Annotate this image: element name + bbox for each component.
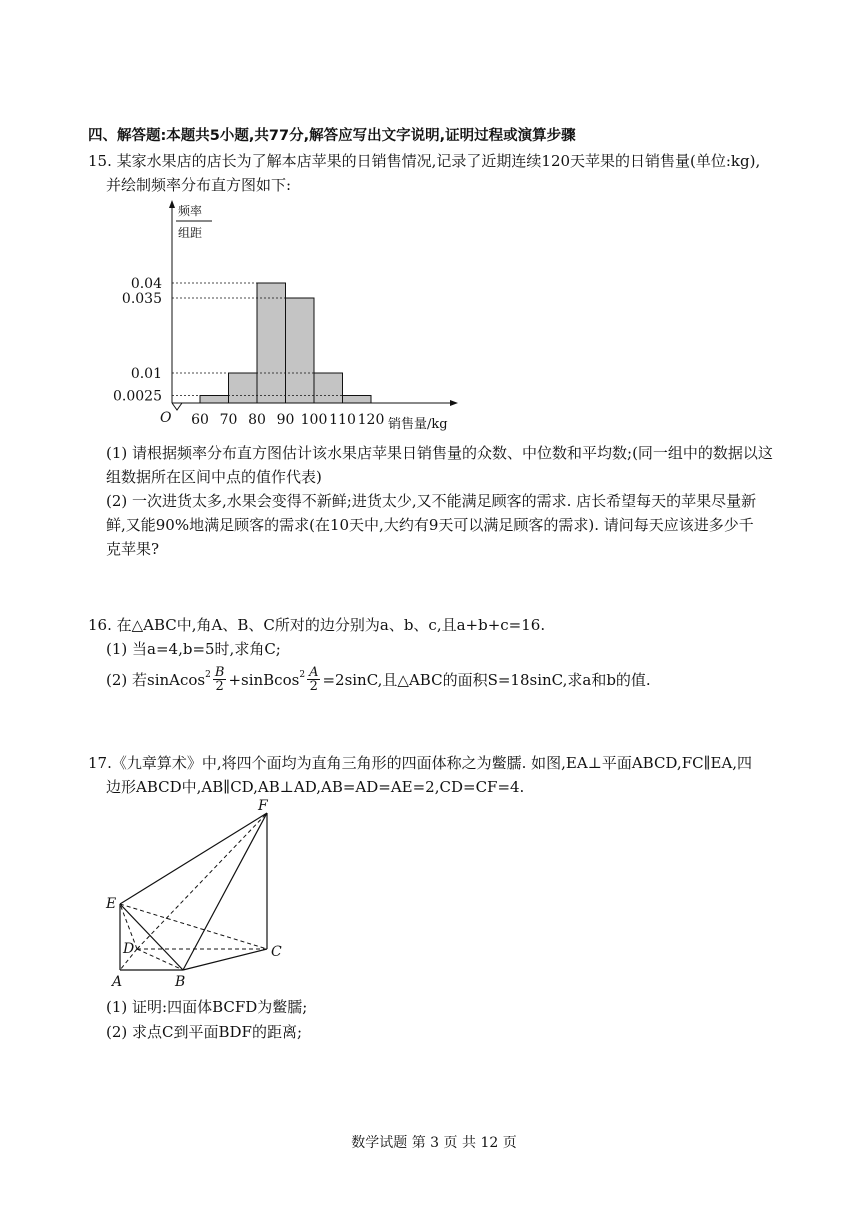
point-label-d: D [123, 941, 135, 957]
q16-fraction-b-over-2: B 2 [214, 665, 225, 694]
q15-part2-line1: (2) 一次进货太多,水果会变得不新鲜;进货太少,又不能满足顾客的需求. 店长希望每天的苹果尽量新 [106, 492, 757, 510]
q17-part1: (1) 证明:四面体BCFD为鳖臑; [106, 998, 308, 1016]
q17-stem-line1: 17.《九章算术》中,将四个面均为直角三角形的四面体称之为鳖臑. 如图,EA⊥平面ABCD,FC∥EA,四 [88, 754, 753, 772]
q16-part1: (1) 当a=4,b=5时,求角C; [106, 640, 281, 658]
edge-cb [183, 949, 267, 970]
y-tick-label: 0.0025 [113, 388, 162, 405]
x-tick-label: 80 [248, 412, 266, 428]
q15-part2-line2: 鲜,又能90%地满足顾客的需求(在10天中,大约有9天可以满足顾客的需求). 请问每天应该进多少千 [106, 516, 754, 534]
point-label-a: A [112, 974, 123, 990]
x-tick-label: 110 [329, 412, 356, 428]
histogram-chart [113, 198, 480, 432]
q16-part2-text-b: +sinBcos [228, 670, 300, 689]
histogram-bar [314, 373, 343, 403]
section-heading: 四、解答题:本题共5小题,共77分,解答应写出文字说明,证明过程或演算步骤 [88, 128, 576, 144]
histogram-bar [343, 396, 372, 404]
y-axis-label-bottom: 组距 [178, 226, 203, 240]
edge-ef [120, 813, 267, 904]
x-tick-label: 90 [276, 412, 295, 428]
histogram-bar [229, 373, 258, 403]
q16-part2: (2) 若sinAcos $^2$ B 2 +sinBcos $^2$ $\frac{A}{2}$ =2sinC,且△ABC的面积S=18sinC,求a和b的值. [106, 665, 651, 694]
q15-part1-line1: (1) 请根据频率分布直方图估计该水果店苹果日销售量的众数、中位数和平均数;(同一组中的数据以这 [106, 444, 773, 462]
y-tick-label: 0.04 [130, 276, 162, 292]
q16-stem: 16. 在△ABC中,角A、B、C所对的边分别为a、b、c,且a+b+c=16. [88, 616, 546, 634]
histogram-bar [286, 298, 315, 403]
origin-label: O [160, 410, 172, 426]
point-label-c: C [271, 944, 282, 960]
q15-stem-line1: 15. 某家水果店的店长为了解本店苹果的日销售情况,记录了近期连续120天苹果的日销售量(单位:kg), [88, 152, 761, 170]
q15-part1-line2: 组数据所在区间中点的值作代表) [106, 468, 322, 486]
x-tick-label: 70 [219, 412, 238, 428]
q17-part2: (2) 求点C到平面BDF的距离; [106, 1023, 303, 1041]
q17-stem-line2: 边形ABCD中,AB∥CD,AB⊥AD,AB=AD=AE=2,CD=CF=4. [106, 778, 525, 796]
q16-part2-text-a: (2) 若sinAcos [106, 671, 206, 689]
y-axis-arrow [169, 200, 175, 208]
q16-fraction-a-over-2: $\frac{A}{2}$ [309, 665, 319, 694]
y-axis-label-top: 频率 [178, 204, 203, 218]
x-tick-label: 120 [357, 412, 385, 428]
histogram-bar [257, 283, 286, 403]
tetrahedron-figure [100, 796, 300, 992]
x-tick-label: 60 [191, 412, 209, 428]
x-axis-arrow [450, 400, 458, 406]
point-label-b: B [175, 974, 186, 990]
histogram-bar [200, 396, 229, 404]
edge-eb [120, 904, 183, 970]
q16-part2-text-c: =2sinC,且△ABC的面积S=18sinC,求a和b的值. [322, 671, 651, 689]
y-tick-label: 0.035 [121, 291, 162, 307]
x-axis-label: 销售量/kg [388, 417, 448, 432]
edge-db [137, 949, 183, 970]
q15-part2-line3: 克苹果? [106, 540, 160, 558]
y-tick-label: 0.01 [130, 366, 162, 382]
axis-break [172, 403, 200, 410]
q15-stem-line2: 并绘制频率分布直方图如下: [106, 176, 292, 194]
edge-fb [183, 813, 267, 970]
point-label-e: E [106, 896, 117, 912]
point-label-f: F [258, 798, 268, 814]
x-tick-label: 100 [300, 412, 328, 428]
page-footer: 数学试题 第 3 页 共 12 页 [351, 1135, 517, 1151]
